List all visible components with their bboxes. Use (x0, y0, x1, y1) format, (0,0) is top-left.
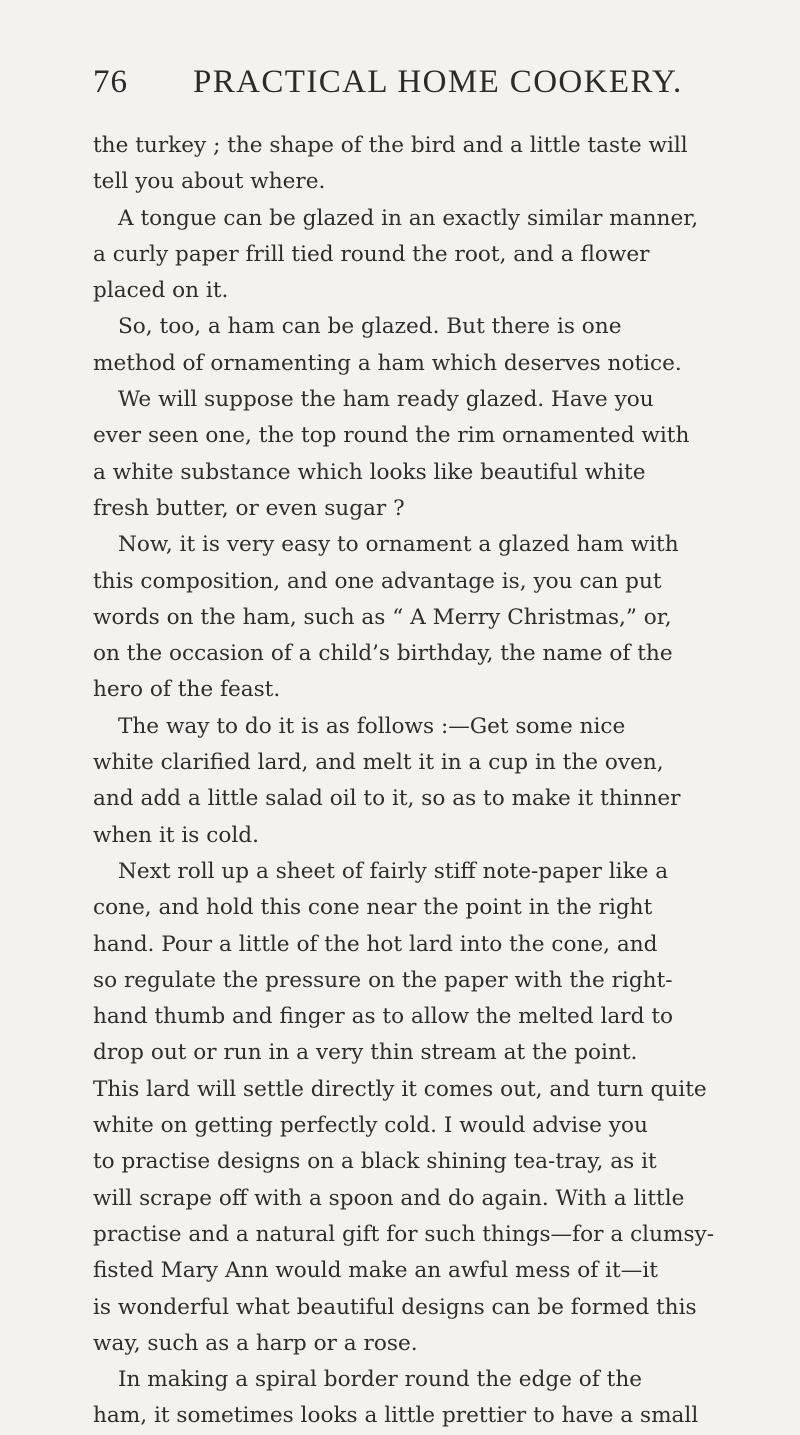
text-line: Now, it is very easy to ornament a glazed ham with (118, 532, 679, 558)
text-line: cone, and hold this cone near the point in the right (93, 895, 653, 921)
text-line: The way to do it is as follows :—Get some nice (118, 713, 626, 739)
text-line: hero of the feast. (93, 677, 281, 703)
text-line: on the occasion of a child’s birthday, the name of the (93, 641, 673, 667)
text-line: In making a spiral border round the edge of the (118, 1367, 643, 1393)
text-line: tell you about where. (93, 169, 326, 195)
text-line: ham, it sometimes looks a little prettier to have a small (93, 1403, 699, 1429)
text-line: hand. Pour a little of the hot lard into the cone, and (93, 931, 658, 957)
text-line: way, such as a harp or a rose. (93, 1330, 418, 1356)
text-line: the turkey ; the shape of the bird and a little taste will (93, 133, 688, 158)
text-line: This lard will settle directly it comes out, and turn quite (93, 1076, 707, 1102)
text-line: fresh butter, or even sugar ? (93, 495, 405, 521)
text-line: white on getting perfectly cold. I would advise you (93, 1113, 648, 1139)
text-line: white clarified lard, and melt it in a cup in the oven, (93, 750, 664, 776)
text-line: method of ornamenting a ham which deserves notice. (93, 350, 682, 376)
text-line: so regulate the pressure on the paper with the right- (93, 967, 673, 993)
text-line: will scrape off with a spoon and do again. With a little (93, 1185, 685, 1211)
text-line: hand thumb and finger as to allow the melted lard to (93, 1004, 673, 1030)
running-head (93, 64, 736, 116)
text-line: this composition, and one advantage is, you can put (93, 568, 662, 594)
text-line: placed on it. (93, 278, 229, 304)
text-line: to practise designs on a black shining tea-tray, as it (93, 1149, 657, 1175)
text-line: ever seen one, the top round the rim ornamented with (93, 423, 690, 449)
text-line: and add a little salad oil to it, so as to make it thinner (93, 786, 681, 812)
body-text (93, 128, 736, 1435)
text-line: a white substance which looks like beautiful white (93, 459, 646, 485)
text-line: drop out or run in a very thin stream at the point. (93, 1040, 638, 1066)
text-line: Next roll up a sheet of fairly stiff note-paper like a (118, 858, 669, 884)
text-line: a curly paper frill tied round the root, and a flower (93, 241, 650, 267)
page-title: PRACTICAL HOME COOKERY. (193, 64, 683, 100)
text-line: is wonderful what beautiful designs can be formed this (93, 1294, 697, 1320)
text-line: We will suppose the ham ready glazed. Have you (118, 387, 654, 413)
page-number: 76 (93, 64, 128, 100)
text-line: practise and a natural gift for such things—for a clumsy- (93, 1221, 715, 1247)
text-line: when it is cold. (93, 822, 259, 848)
text-line: fisted Mary Ann would make an awful mess of it—it (93, 1258, 658, 1284)
text-line: words on the ham, such as “ A Merry Christmas,” or, (93, 604, 672, 630)
text-line: So, too, a ham can be glazed. But there is one (118, 314, 622, 340)
text-line: A tongue can be glazed in an exactly similar manner, (118, 205, 699, 231)
